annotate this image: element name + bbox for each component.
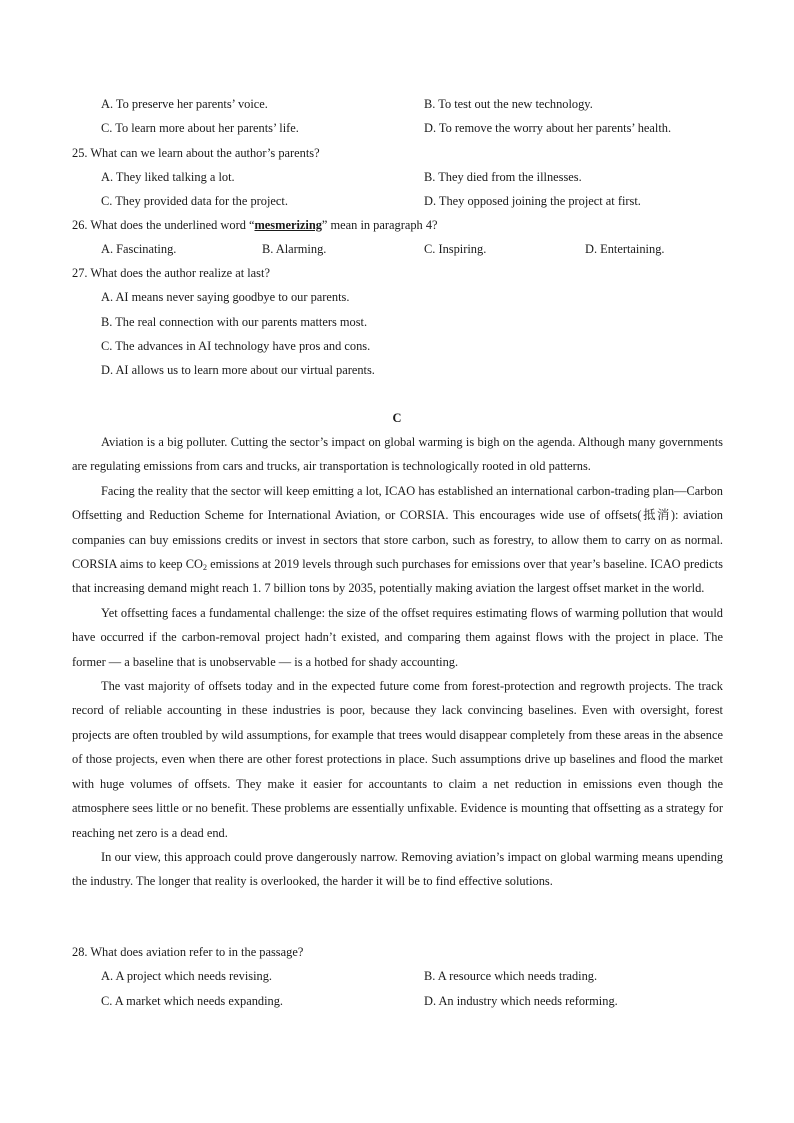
q24-option-a: A. To preserve her parents’ voice. bbox=[101, 97, 268, 111]
q24-option-c: C. To learn more about her parents’ life. bbox=[101, 121, 299, 135]
q27-stem: 27. What does the author realize at last? bbox=[72, 266, 270, 280]
passage-paragraph-1: Aviation is a big polluter. Cutting the sector’s impact on global warming is bigh on the agenda. Although many governments are regulating emissions from cars and trucks, air transportation is technologically rooted in old patterns. bbox=[72, 435, 723, 474]
q26-option-d: D. Entertaining. bbox=[585, 242, 665, 256]
q25-option-d: D. They opposed joining the project at first. bbox=[424, 194, 641, 208]
q25-option-b: B. They died from the illnesses. bbox=[424, 170, 582, 184]
passage-paragraph-4: The vast majority of offsets today and in the expected future come from forest-protection and regrowth projects. The track record of reliable accounting in these industries is poor, because they lack convincing baselines. Even with oversight, forest projects are often troubled by wild assumptions, for example that trees would disappear completely from these areas in the absence of those projects, even when there are other forest protections in place. Such assumptions drive up baselines and flood the market with huge volumes of offsets. They make it easier for accountants to claim a net reduction in emissions even though the atmosphere sees little or no benefit. These problems are essentially unfixable. Evidence is mounting that offsetting as a strategy for reaching net zero is a dead end. bbox=[72, 679, 723, 840]
q25-stem: 25. What can we learn about the author’s parents? bbox=[72, 146, 320, 160]
passage-p2-part-a: Facing the reality that the sector will keep emitting a lot, ICAO has established an international carbon-trading plan—Carbon Offsetting and Reduction Scheme for International Aviation, or CORSIA. This encourages wide use of offsets(抵消): aviation companies can buy emissions credits or invest in sectors that store carbon, such as forestry, to allow them to carry on as normal. CORSIA aims to keep CO bbox=[72, 483, 723, 572]
q26-stem bbox=[72, 217, 438, 233]
q27-option-d: D. AI allows us to learn more about our virtual parents. bbox=[101, 363, 375, 377]
passage-p2-part-b: emissions at 2019 levels through such purchases for emissions over that year’s baseline. ICAO predicts that increasing demand might reach 1. 7 billion tons by 2035, potentially making aviation the largest offset market in the world. bbox=[72, 557, 723, 596]
q25-option-c: C. They provided data for the project. bbox=[101, 194, 288, 208]
q24-option-d: D. To remove the worry about her parents’ health. bbox=[424, 121, 672, 135]
q27-option-c: C. The advances in AI technology have pros and cons. bbox=[101, 339, 371, 353]
q28-stem: 28. What does aviation refer to in the passage? bbox=[72, 945, 304, 959]
q28-option-c: C. A market which needs expanding. bbox=[101, 994, 284, 1008]
q26-option-a: A. Fascinating. bbox=[101, 242, 177, 256]
q26-underlined-word: mesmerizing bbox=[254, 218, 322, 232]
passage-paragraph-2 bbox=[72, 479, 723, 601]
passage-paragraph-3: Yet offsetting faces a fundamental challenge: the size of the offset requires estimating flows of warming pollution that would have occurred if the carbon-removal project hadn’t existed, and comparing them against flows with the project in place. The former — a baseline that is unobservable — is a hotbed for shady accounting. bbox=[72, 605, 723, 669]
q28-option-d: D. An industry which needs reforming. bbox=[424, 994, 618, 1008]
q28-option-a: A. A project which needs revising. bbox=[101, 969, 273, 983]
q26-stem-after: ” mean in paragraph 4? bbox=[321, 218, 438, 232]
q26-option-c: C. Inspiring. bbox=[424, 242, 487, 256]
passage-paragraph-5: In our view, this approach could prove dangerously narrow. Removing aviation’s impact on global warming means upending the industry. The longer that reality is overlooked, the harder it will be to find effective solutions. bbox=[72, 849, 723, 889]
q26-stem-before: 26. What does the underlined word “ bbox=[72, 218, 255, 232]
q24-option-b: B. To test out the new technology. bbox=[424, 97, 593, 111]
co2-subscript: 2 bbox=[203, 563, 207, 573]
section-c-title: C bbox=[392, 411, 402, 425]
q27-option-b: B. The real connection with our parents matters most. bbox=[101, 315, 368, 329]
q27-option-a: A. AI means never saying goodbye to our parents. bbox=[101, 290, 350, 304]
q25-option-a: A. They liked talking a lot. bbox=[101, 170, 235, 184]
q26-option-b: B. Alarming. bbox=[262, 242, 327, 256]
section-c-passage bbox=[72, 430, 723, 894]
q28-option-b: B. A resource which needs trading. bbox=[424, 969, 598, 983]
